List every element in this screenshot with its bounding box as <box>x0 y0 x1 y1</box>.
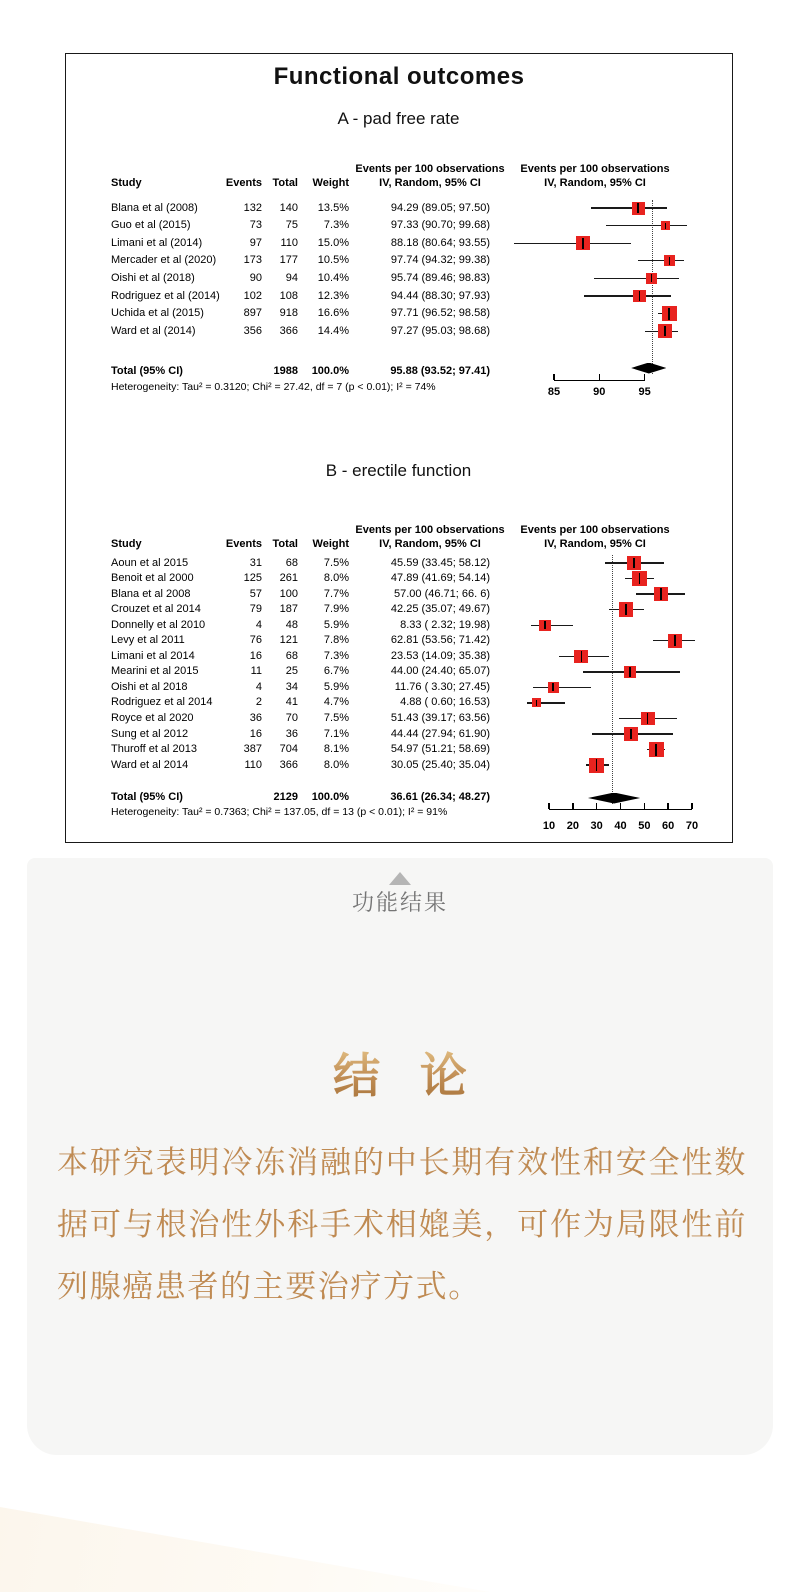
events-col-header: Events <box>225 177 262 189</box>
axis-tick-label: 90 <box>593 386 606 398</box>
ci-value: 42.25 (35.07; 49.67) <box>390 603 490 616</box>
total-row-label: Total (95% CI) <box>111 364 183 377</box>
total-value: 41 <box>285 696 298 709</box>
point-estimate-tick <box>581 651 582 662</box>
point-estimate-tick <box>630 729 631 739</box>
total-value: 110 <box>280 236 298 249</box>
study-name: Sung et al 2012 <box>111 727 189 740</box>
events-value: 57 <box>249 587 262 600</box>
ci-line <box>594 278 679 279</box>
image-caption: 功能结果 <box>351 890 448 915</box>
weight-value: 8.0% <box>323 758 349 771</box>
events-value: 31 <box>249 556 262 569</box>
axis-tick <box>644 374 645 380</box>
axis-tick-label: 20 <box>566 820 579 832</box>
weight-value: 7.3% <box>323 219 349 232</box>
events-value: 73 <box>249 219 262 232</box>
study-name: Ward et al (2014) <box>111 324 196 337</box>
ci-col-subheader: IV, Random, 95% CI <box>379 538 481 550</box>
axis-tick <box>644 803 645 809</box>
total-row-weight: 100.0% <box>311 790 349 803</box>
total-value: 94 <box>285 271 298 284</box>
ci-value: 23.53 (14.09; 35.38) <box>390 649 490 662</box>
point-estimate-tick <box>655 744 656 756</box>
study-name: Guo et al (2015) <box>111 219 191 232</box>
total-value: 36 <box>285 727 298 740</box>
ci-value: 94.29 (89.05; 97.50) <box>390 201 490 214</box>
events-value: 79 <box>249 603 262 616</box>
point-estimate-tick <box>647 713 648 724</box>
study-name: Limani et al 2014 <box>111 649 195 662</box>
weight-value: 7.7% <box>323 587 349 600</box>
collapse-arrow-icon[interactable] <box>389 872 411 885</box>
weight-value: 7.8% <box>323 634 349 647</box>
weight-value: 6.7% <box>323 665 349 678</box>
ci-value: 44.00 (24.40; 65.07) <box>390 665 490 678</box>
events-value: 90 <box>249 271 262 284</box>
point-estimate-tick <box>596 759 597 771</box>
panel-title: A - pad free rate <box>337 109 460 128</box>
axis-tick <box>691 803 692 809</box>
weight-value: 15.0% <box>317 236 349 249</box>
study-name: Royce et al 2020 <box>111 712 194 724</box>
weight-value: 10.5% <box>317 254 349 267</box>
ci-value: 30.05 (25.40; 35.04) <box>390 758 490 771</box>
axis-tick-label: 85 <box>547 386 561 398</box>
events-value: 132 <box>243 201 262 214</box>
total-value: 68 <box>285 649 298 662</box>
study-name: Levy et al 2011 <box>111 634 185 647</box>
study-name: Crouzet et al 2014 <box>111 603 201 616</box>
point-estimate-tick <box>639 291 640 300</box>
axis-tick <box>620 803 621 809</box>
events-value: 16 <box>249 727 262 740</box>
weight-value: 5.9% <box>323 618 349 631</box>
events-value: 36 <box>249 712 262 724</box>
total-value: 70 <box>285 712 298 724</box>
weight-value: 12.3% <box>317 289 349 302</box>
total-row-total: 1988 <box>273 364 298 377</box>
ci-line <box>591 207 668 208</box>
point-estimate-tick <box>633 558 634 569</box>
events-value: 97 <box>249 236 262 249</box>
weight-col-header: Weight <box>312 177 349 189</box>
total-value: 704 <box>279 743 298 756</box>
axis-tick-label: 95 <box>638 386 651 398</box>
point-estimate-tick <box>552 683 553 691</box>
pooled-estimate-line <box>612 555 613 804</box>
axis-tick-label: 10 <box>542 820 556 832</box>
events-value: 2 <box>255 696 262 709</box>
ci-col-header: Events per 100 observations <box>355 163 505 175</box>
ci-value: 88.18 (80.64; 93.55) <box>390 236 490 249</box>
weight-value: 8.0% <box>323 572 349 585</box>
point-estimate-tick <box>674 635 675 646</box>
ci-line <box>533 687 591 688</box>
ci-value: 94.44 (88.30; 97.93) <box>390 289 490 302</box>
point-estimate-tick <box>536 700 537 706</box>
ci-value: 57.00 (46.71; 66. 6) <box>393 587 490 600</box>
axis-line <box>549 809 692 810</box>
ci-value: 97.33 (90.70; 99.68) <box>390 219 490 232</box>
point-estimate-tick <box>639 573 640 585</box>
total-value: 366 <box>279 758 298 771</box>
ci-value: 54.97 (51.21; 58.69) <box>390 743 490 756</box>
study-name: Rodriguez et al (2014) <box>111 289 220 302</box>
plot-col-header: Events per 100 observations <box>520 163 670 175</box>
plot-col-subheader: IV, Random, 95% CI <box>544 538 646 550</box>
study-name: Blana et al 2008 <box>111 587 191 600</box>
total-row-ci: 36.61 (26.34; 48.27) <box>390 790 490 803</box>
events-value: 4 <box>255 618 262 631</box>
forest-plot-figure[interactable] <box>65 53 733 843</box>
axis-tick <box>596 803 597 809</box>
weight-value: 16.6% <box>317 307 349 320</box>
axis-tick <box>572 803 573 809</box>
conclusion-text: 本研究表明冷冻消融的中长期有效性和安全性数据可与根治性外科手术相媲美，可作为局限性前列腺癌患者的主要治疗方式。 <box>57 1145 747 1304</box>
ci-col-header: Events per 100 observations <box>355 524 505 536</box>
point-estimate-tick <box>665 223 666 229</box>
total-value: 25 <box>285 665 298 678</box>
study-name: Mearini et al 2015 <box>111 665 199 678</box>
weight-value: 8.1% <box>323 743 349 756</box>
axis-tick-label: 50 <box>638 820 651 832</box>
ci-value: 8.33 ( 2.32; 19.98) <box>400 618 490 631</box>
axis-tick-label: 30 <box>590 820 603 832</box>
total-row-total: 2129 <box>273 790 298 803</box>
weight-value: 7.5% <box>323 556 349 569</box>
study-name: Oishi et al (2018) <box>111 271 195 284</box>
events-value: 4 <box>255 680 262 693</box>
ci-line <box>606 225 687 226</box>
study-name: Blana et al (2008) <box>111 201 198 214</box>
weight-value: 7.9% <box>323 603 349 616</box>
axis-line <box>554 380 645 381</box>
weight-value: 10.4% <box>317 271 349 284</box>
point-estimate-tick <box>582 238 583 249</box>
ci-line <box>638 260 684 261</box>
ci-line <box>514 243 631 244</box>
weight-value: 5.9% <box>323 680 349 693</box>
point-estimate-tick <box>625 604 626 616</box>
study-name: Rodriguez et al 2014 <box>111 696 213 709</box>
ci-value: 95.74 (89.46; 98.83) <box>390 271 490 284</box>
events-value: 110 <box>244 758 262 771</box>
total-col-header: Total <box>272 538 298 550</box>
ci-line <box>584 295 671 296</box>
study-col-header: Study <box>111 538 142 550</box>
total-value: 261 <box>279 572 298 585</box>
pooled-diamond <box>588 793 640 804</box>
total-row-ci: 95.88 (93.52; 97.41) <box>390 364 490 377</box>
total-value: 75 <box>285 219 298 232</box>
decorative-corner-shape <box>0 1474 490 1592</box>
total-value: 918 <box>279 307 298 320</box>
axis-tick <box>548 803 549 809</box>
events-col-header: Events <box>225 538 262 550</box>
heterogeneity-note: Heterogeneity: Tau² = 0.3120; Chi² = 27.42, df = 7 (p < 0.01); I² = 74% <box>111 381 436 393</box>
total-value: 187 <box>279 603 298 616</box>
plot-col-header: Events per 100 observations <box>520 524 670 536</box>
weight-col-header: Weight <box>312 538 349 550</box>
study-name: Uchida et al (2015) <box>111 307 204 320</box>
point-estimate-tick <box>668 308 669 320</box>
axis-tick-label: 40 <box>614 820 627 832</box>
ci-value: 51.43 (39.17; 63.56) <box>390 712 490 724</box>
ci-value: 45.59 (33.45; 58.12) <box>390 556 490 569</box>
events-value: 76 <box>249 634 262 647</box>
point-estimate-tick <box>669 257 670 265</box>
plot-col-subheader: IV, Random, 95% CI <box>544 177 646 189</box>
events-value: 897 <box>243 307 262 320</box>
total-value: 140 <box>279 201 298 214</box>
events-value: 173 <box>243 254 262 267</box>
events-value: 102 <box>243 289 262 302</box>
total-value: 177 <box>279 254 298 267</box>
total-row-weight: 100.0% <box>311 364 349 377</box>
events-value: 356 <box>243 324 262 337</box>
study-name: Thuroff et al 2013 <box>111 743 198 756</box>
study-name: Benoit et al 2000 <box>111 572 194 585</box>
total-value: 108 <box>279 289 298 302</box>
total-value: 100 <box>279 587 298 600</box>
total-row-label: Total (95% CI) <box>111 790 183 803</box>
total-value: 68 <box>285 556 298 569</box>
ci-value: 11.76 ( 3.30; 27.45) <box>394 680 490 693</box>
weight-value: 7.5% <box>323 712 349 724</box>
events-value: 11 <box>250 665 262 678</box>
axis-tick-label: 60 <box>662 820 675 832</box>
weight-value: 7.3% <box>323 649 349 662</box>
ci-line <box>531 625 573 626</box>
point-estimate-tick <box>664 326 665 337</box>
study-name: Oishi et al 2018 <box>111 680 188 693</box>
study-name: Limani et al (2014) <box>111 236 203 249</box>
weight-value: 14.4% <box>317 324 349 337</box>
study-col-header: Study <box>111 177 142 189</box>
study-name: Ward et al 2014 <box>111 758 189 771</box>
total-value: 121 <box>279 634 298 647</box>
weight-value: 13.5% <box>317 201 349 214</box>
total-value: 366 <box>279 324 298 337</box>
heterogeneity-note: Heterogeneity: Tau² = 0.7363; Chi² = 137.05, df = 13 (p < 0.01); I² = 91% <box>111 806 448 818</box>
events-value: 125 <box>243 572 262 585</box>
events-value: 16 <box>249 649 262 662</box>
total-col-header: Total <box>272 177 298 189</box>
axis-tick <box>553 374 554 380</box>
axis-tick <box>599 374 600 380</box>
figure-title: Functional outcomes <box>273 63 525 90</box>
weight-value: 7.1% <box>323 727 349 740</box>
point-estimate-tick <box>544 621 545 629</box>
axis-tick <box>667 803 668 809</box>
ci-value: 97.27 (95.03; 98.68) <box>390 324 490 337</box>
ci-value: 47.89 (41.69; 54.14) <box>390 572 490 585</box>
ci-value: 4.88 ( 0.60; 16.53) <box>400 696 490 709</box>
ci-value: 44.44 (27.94; 61.90) <box>390 727 490 740</box>
ci-value: 97.74 (94.32; 99.38) <box>390 254 490 267</box>
caption-panel <box>27 858 773 1455</box>
weight-value: 4.7% <box>323 696 349 709</box>
panel-title: B - erectile function <box>325 461 472 480</box>
study-name: Mercader et al (2020) <box>111 254 217 267</box>
events-value: 387 <box>243 743 262 756</box>
point-estimate-tick <box>637 203 638 213</box>
ci-value: 62.81 (53.56; 71.42) <box>390 634 490 647</box>
axis-tick-label: 70 <box>685 820 699 832</box>
study-name: Donnelly et al 2010 <box>111 618 206 631</box>
total-value: 34 <box>285 680 298 693</box>
ci-value: 97.71 (96.52; 98.58) <box>390 307 490 320</box>
point-estimate-tick <box>660 588 661 599</box>
ci-col-subheader: IV, Random, 95% CI <box>379 177 481 189</box>
conclusion-heading: 结 论 <box>27 1048 773 1106</box>
total-value: 48 <box>285 618 298 631</box>
study-name: Aoun et al 2015 <box>111 556 189 569</box>
point-estimate-tick <box>651 274 652 282</box>
pooled-diamond <box>631 363 666 374</box>
point-estimate-tick <box>629 667 630 677</box>
